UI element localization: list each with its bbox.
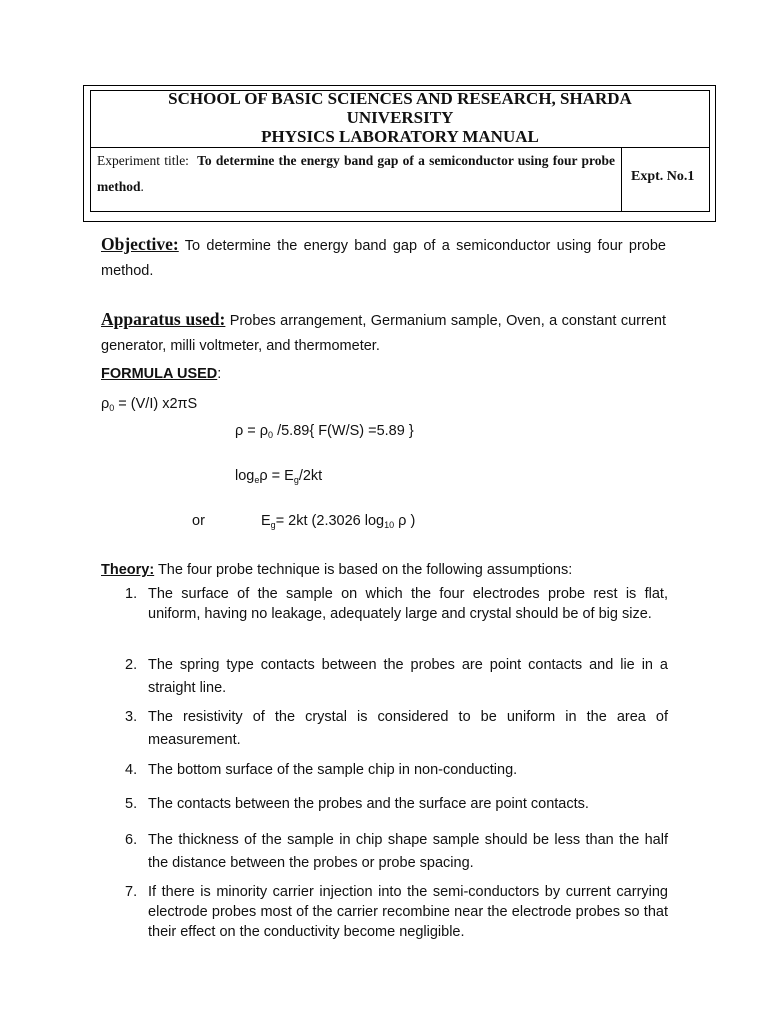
formula-1 (101, 396, 197, 412)
list-item-number: 4. (125, 762, 138, 778)
formula-4 (261, 513, 415, 529)
theory-intro-text: The four probe technique is based on the following assumptions: (154, 562, 573, 578)
objective-section (101, 232, 666, 284)
formula-1-part: ρ (101, 396, 110, 412)
formula-1-part: = (V/I) x2πS (114, 396, 198, 412)
manual-title: PHYSICS LABORATORY MANUAL (261, 127, 539, 146)
experiment-title (97, 148, 615, 200)
formula-3-part: /2kt (298, 468, 323, 484)
school-title-line1: SCHOOL OF BASIC SCIENCES AND RESEARCH, SHARDA (168, 89, 632, 108)
experiment-number: Expt. No.1 (631, 169, 695, 184)
formula-heading (101, 366, 221, 382)
list-item-number: 2. (125, 657, 138, 673)
experiment-title-end: . (140, 179, 144, 194)
apparatus-text: Probes arrangement, Germanium sample, Oven, a constant current generator, milli voltmeter, and thermometer. (101, 313, 666, 354)
objective-text: To determine the energy band gap of a semiconductor using four probe method. (101, 238, 666, 279)
school-title (90, 89, 710, 146)
formula-3-sub: e (254, 475, 260, 485)
formula-4-or: or (192, 513, 205, 529)
formula-1-sub: 0 (109, 403, 115, 413)
formula-2 (235, 423, 414, 439)
formula-3 (235, 468, 322, 484)
list-item-number: 6. (125, 832, 138, 848)
list-item-number: 5. (125, 796, 138, 812)
list-item-text: The thickness of the sample in chip shape sample should be less than the half the distance between the probes or probe spacing. (148, 832, 668, 871)
list-item-number: 7. (125, 884, 138, 900)
list-item-number: 1. (125, 586, 138, 602)
header-divider (90, 211, 710, 212)
objective-heading: Objective: (101, 234, 179, 254)
list-item-text: The contacts between the probes and the surface are point contacts. (148, 796, 589, 812)
header-divider (621, 147, 622, 211)
formula-2-part: /5.89{ F(W/S) =5.89 } (273, 423, 414, 439)
formula-2-part: ρ = ρ (235, 423, 269, 439)
formula-3-part: ρ = E (259, 468, 294, 484)
theory-heading: Theory: (101, 562, 155, 578)
formula-2-sub: 0 (268, 430, 274, 440)
formula-4-part: E (261, 513, 271, 529)
formula-4-part: ρ ) (394, 513, 416, 529)
theory-intro (101, 562, 572, 578)
formula-4-part: = 2kt (2.3026 log (275, 513, 385, 529)
list-item-text: If there is minority carrier injection into the semi-conductors by current carrying electrode probes most of the carrier recombine near the electrode probes so that their effect on the conductivity become negligible. (148, 884, 668, 940)
experiment-title-label: Experiment title: (97, 153, 189, 168)
apparatus-heading: Apparatus used: (101, 309, 226, 329)
school-title-line2: UNIVERSITY (346, 108, 454, 127)
list-item-text: The bottom surface of the sample chip in non-conducting. (148, 762, 518, 778)
experiment-title-text: To determine the energy band gap of a semiconductor using four probe method (97, 153, 615, 194)
list-item-text: The resistivity of the crystal is considered to be uniform in the area of measurement. (148, 709, 668, 748)
apparatus-section (101, 307, 666, 359)
formula-heading-text: FORMULA USED (101, 366, 218, 382)
list-item-text: The surface of the sample on which the four electrodes probe rest is flat, uniform, having no leakage, adequately large and crystal should be of big size. (148, 586, 668, 622)
formula-3-sub: g (293, 475, 299, 485)
list-item-number: 3. (125, 709, 138, 725)
list-item-text: The spring type contacts between the probes are point contacts and lie in a straight line. (148, 657, 668, 696)
formula-heading-colon: : (217, 366, 222, 382)
formula-3-part: log (235, 468, 255, 484)
formula-4-sub: g (270, 520, 276, 530)
formula-4-sub: 10 (384, 520, 395, 530)
